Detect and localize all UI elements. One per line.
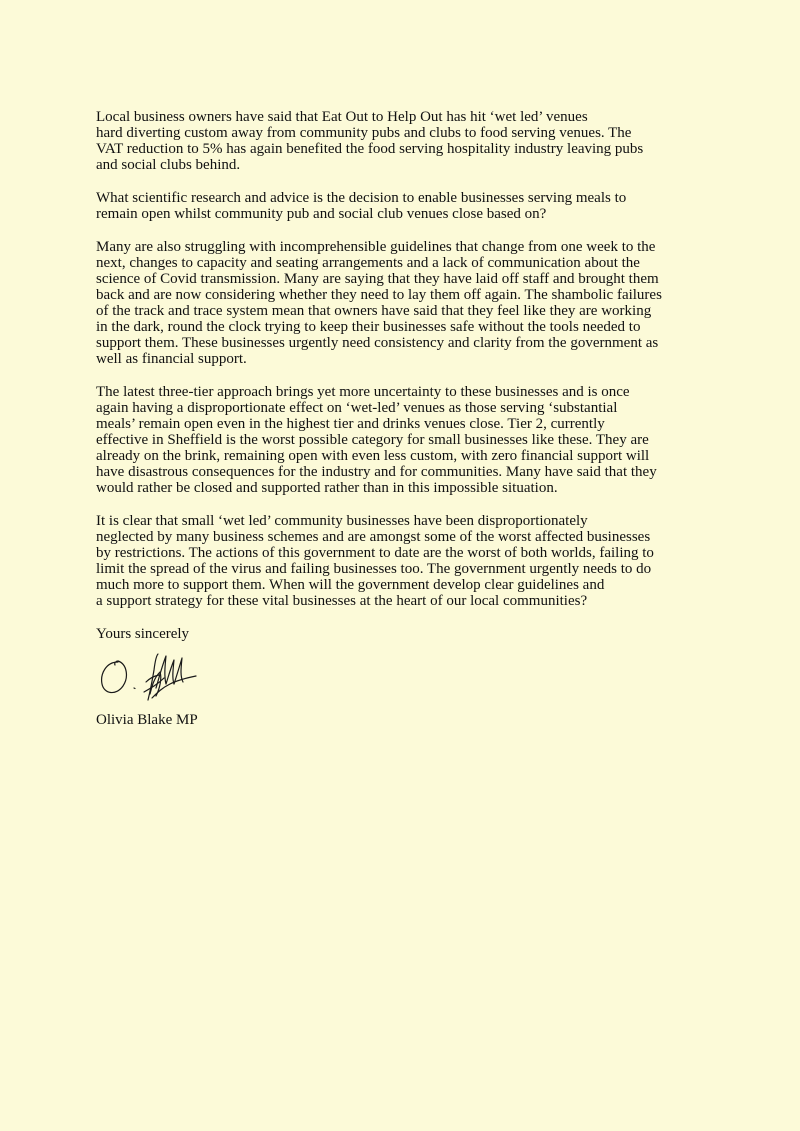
paragraph-line: What scientific research and advice is the decision to enable businesses serving meals to [96, 190, 627, 206]
paragraph-line: hard diverting custom away from community pubs and clubs to food serving venues. The [96, 125, 632, 141]
paragraph-line: next, changes to capacity and seating arrangements and a lack of communication about the [96, 255, 640, 271]
letter-closing: Yours sincerely [96, 626, 190, 642]
paragraph-line: support them. These businesses urgently need consistency and clarity from the government as [96, 335, 659, 351]
paragraph-line: science of Covid transmission. Many are saying that they have laid off staff and brought them [96, 271, 659, 287]
paragraph-line: Local business owners have said that Eat Out to Help Out has hit ‘wet led’ venues [96, 109, 588, 125]
paragraph-line: have disastrous consequences for the industry and for communities. Many have said that they [96, 464, 657, 480]
paragraph-line: again having a disproportionate effect on ‘wet-led’ venues as those serving ‘substantial [96, 400, 618, 416]
handwritten-signature [96, 648, 206, 706]
letter-paragraph [96, 384, 716, 496]
paragraph-line: VAT reduction to 5% has again benefited the food serving hospitality industry leaving pubs [96, 141, 644, 157]
letter-body [96, 109, 716, 728]
paragraph-line: by restrictions. The actions of this government to date are the worst of both worlds, failing to [96, 545, 654, 561]
letter-paragraph [96, 239, 716, 367]
paragraph-line: effective in Sheffield is the worst possible category for small businesses like these. They are [96, 432, 649, 448]
letter-paragraph [96, 190, 716, 222]
paragraph-line: and social clubs behind. [96, 157, 241, 173]
letter-paragraphs [96, 109, 716, 609]
paragraph-line: of the track and trace system mean that owners have said that they feel like they are working [96, 303, 652, 319]
paragraph-line: would rather be closed and supported rather than in this impossible situation. [96, 480, 558, 496]
paragraph-line: back and are now considering whether they need to lay them off again. The shambolic failures [96, 287, 662, 303]
paragraph-line: Many are also struggling with incomprehensible guidelines that change from one week to the [96, 239, 656, 255]
signatory-name: Olivia Blake MP [96, 712, 198, 728]
paragraph-line: in the dark, round the clock trying to keep their businesses safe without the tools needed to [96, 319, 641, 335]
paragraph-line: much more to support them. When will the government develop clear guidelines and [96, 577, 605, 593]
paragraph-line: limit the spread of the virus and failing businesses too. The government urgently needs to do [96, 561, 652, 577]
paragraph-line: neglected by many business schemes and are amongst some of the worst affected businesses [96, 529, 651, 545]
paragraph-line: The latest three-tier approach brings yet more uncertainty to these businesses and is once [96, 384, 630, 400]
letter-paragraph [96, 109, 716, 173]
paragraph-line: already on the brink, remaining open with even less custom, with zero financial support will [96, 448, 650, 464]
paragraph-line: a support strategy for these vital businesses at the heart of our local communities? [96, 593, 588, 609]
paragraph-line: remain open whilst community pub and social club venues close based on? [96, 206, 547, 222]
paragraph-line: well as financial support. [96, 351, 247, 367]
paragraph-line: It is clear that small ‘wet led’ community businesses have been disproportionately [96, 513, 588, 529]
letter-paragraph [96, 513, 716, 609]
paragraph-line: meals’ remain open even in the highest tier and drinks venues close. Tier 2, currently [96, 416, 605, 432]
